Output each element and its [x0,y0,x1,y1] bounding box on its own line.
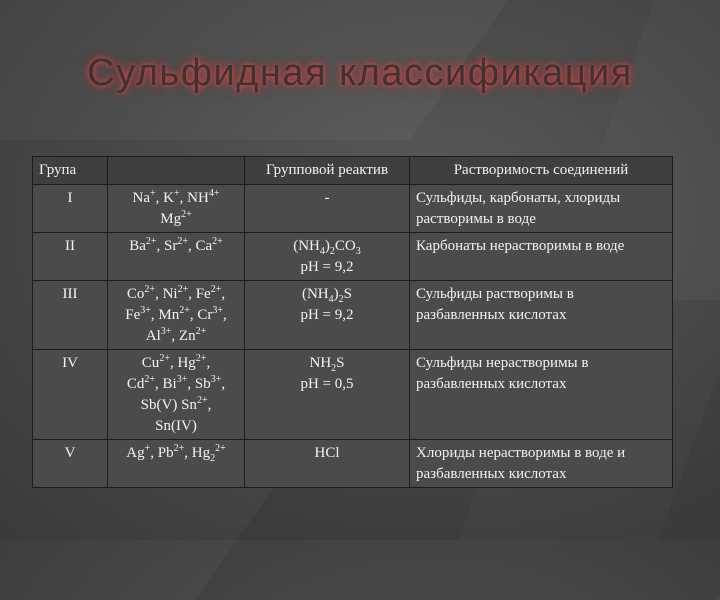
ions-line: $Ba^{2+}$, $Sr^{2+}$, $Ca^{2+}$ [129,236,223,254]
reagent-cell [245,281,410,350]
reagent-cell [245,185,410,233]
reagent-line: pH = 0,5 [300,376,354,392]
table-row [33,185,673,233]
reagent-line: $(NH_4)_2S$ [301,286,352,305]
reagent-line: HCl [314,445,340,461]
ions-line: Sb(V) $Sn^{2+}$, [140,395,212,413]
ions-line: Ag+, $Pb^{2+}$, $Hg_2^{2+}$ [126,443,226,464]
ions-line: $Co^{2+}$, $Ni^{2+}$, $Fe^{2+}$, [126,284,226,302]
group-number: I [33,185,108,233]
classification-table [32,156,673,488]
ions-line: $Cd^{2+}$, $Bi^{3+}$, $Sb^{3+}$, [126,374,226,392]
ions-cell [108,185,245,233]
header-solubility: Растворимость соединений [410,157,673,185]
reagent-line: pH = 9,2 [300,259,354,275]
ions-line: $Mg^{2+}$ [160,209,192,227]
ions-line: $Fe^{3+}$, $Mn^{2+}$, $Cr^{3+}$, [125,305,227,323]
table-row [33,233,673,281]
header-group: Група [33,157,108,185]
reagent-line: pH = 9,2 [300,307,354,323]
group-number: II [33,233,108,281]
ions-cell [108,350,245,440]
ions-line: Na+, K+, $NH^{4+}$ [132,188,220,206]
ions-cell [108,440,245,488]
group-number: V [33,440,108,488]
ions-line: Sn(IV) [155,418,197,434]
table-header-row [33,157,673,185]
ions-cell [108,281,245,350]
table-row [33,350,673,440]
ions-cell [108,233,245,281]
solubility-cell: Хлориды нерастворимы в воде и разбавленных кислотах [410,440,673,488]
table-row [33,281,673,350]
ions-line: $Al^{3+}$, $Zn^{2+}$ [145,326,207,344]
header-ions [108,157,245,185]
ions-line: $Cu^{2+}$, $Hg^{2+}$, [141,353,211,371]
reagent-line: $NH_2S$ [309,355,345,374]
solubility-cell: Карбонаты нерастворимы в воде [410,233,673,281]
table-row [33,440,673,488]
solubility-cell: Сульфиды, карбонаты, хлориды растворимы в воде [410,185,673,233]
reagent-cell [245,350,410,440]
group-number: III [33,281,108,350]
slide-title: Сульфидная классификация [87,52,633,94]
group-number: IV [33,350,108,440]
reagent-line: - [324,190,330,206]
reagent-cell [245,233,410,281]
solubility-cell: Сульфиды нерастворимы в разбавленных кислотах [410,350,673,440]
solubility-cell: Сульфиды растворимы в разбавленных кислотах [410,281,673,350]
header-reagent: Групповой реактив [245,157,410,185]
reagent-cell [245,440,410,488]
reagent-line: $(NH_4)_2CO_3$ [293,238,361,257]
